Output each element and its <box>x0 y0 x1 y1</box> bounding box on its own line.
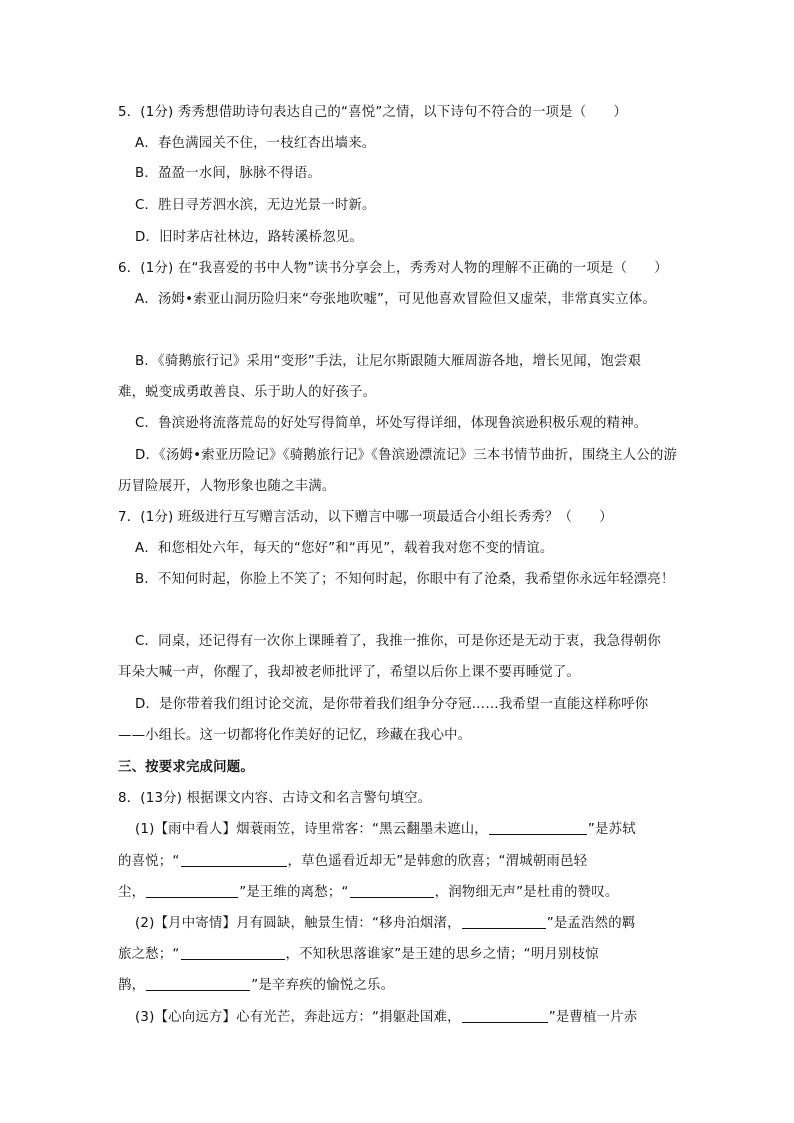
q8-part1-text-a: (1)【雨中看人】烟蓑雨笠，诗里常客：“黑云翻墨未遮山， <box>135 822 488 837</box>
q8-part1-text-g: ，润物细无声”是杜甫的赞叹。 <box>434 885 619 900</box>
q7-option-b: B．不知何时起，你脸上不笑了；不知何时起，你眼中有了沧桑，我希望你永远年轻漂亮！ <box>135 572 675 587</box>
q6-option-b-line1: B．《骑鹅旅行记》采用“变形”手法，让尼尔斯跟随大雁周游各地，增长见闻，饱尝艰 <box>135 354 642 369</box>
answer-blank[interactable] <box>350 883 434 898</box>
q8-part1-text-c: 的喜悦；“ <box>118 854 180 869</box>
q7-option-c-line2: 耳朵大喊一声，你醒了，我却被老师批评了，希望以后你上课不要再睡觉了。 <box>118 665 581 680</box>
answer-blank[interactable] <box>181 945 285 960</box>
q8-part2-line3 <box>118 976 394 996</box>
answer-blank[interactable] <box>146 883 238 898</box>
answer-blank[interactable] <box>462 1008 548 1023</box>
q8-stem: 8．(13分) 根据课文内容、古诗文和名言警句填空。 <box>118 791 432 806</box>
q8-part3-text-b: ”是曹植一片赤 <box>548 1010 638 1025</box>
q7-option-d-line2: ——小组长。这一切都将化作美好的记忆，珍藏在我心中。 <box>118 728 472 743</box>
q8-part1-line3 <box>118 883 618 903</box>
q6-option-a: A．汤姆•索亚山洞历险归来“夸张地吹嘘”，可见他喜欢冒险但又虚荣，非常真实立体。 <box>135 292 656 307</box>
q8-part1-text-f: ”是王维的离愁；“ <box>239 885 349 900</box>
q8-part2-text-a: (2)【月中寄情】月有圆缺，触景生情：“移舟泊烟渚， <box>135 916 461 931</box>
q8-part1-text-d: ，草色遥看近却无”是韩愈的欣喜；“渭城朝雨邑轻 <box>287 854 588 869</box>
q6-option-d-line2: 历冒险展开，人物形象也随之丰满。 <box>118 479 336 494</box>
q6-stem: 6．(1分) 在“我喜爱的书中人物”读书分享会上，秀秀对人物的理解不正确的一项是（ ） <box>118 261 668 276</box>
section-heading: 三、按要求完成问题。 <box>118 760 254 775</box>
q5-stem: 5．(1分) 秀秀想借助诗句表达自己的“喜悦”之情，以下诗句不符合的一项是（ ） <box>118 105 628 120</box>
q6-option-c: C．鲁滨逊将流落荒岛的好处写得简单，坏处写得详细，体现鲁滨逊积极乐观的精神。 <box>135 416 648 431</box>
q6-option-d-line1: D．《汤姆•索亚历险记》《骑鹅旅行记》《鲁滨逊漂流记》三本书情节曲折，围绕主人公的游 <box>135 448 678 463</box>
q8-part3-text-a: (3)【心向远方】心有光芒，奔赴远方：“捐躯赴国难， <box>135 1010 461 1025</box>
q5-option-c: C．胜日寻芳泗水滨，无边光景一时新。 <box>135 198 376 213</box>
q8-part1-line1 <box>135 820 636 840</box>
q8-part1-text-e: 尘， <box>118 885 146 900</box>
q5-option-d: D．旧时茅店社林边，路转溪桥忽见。 <box>135 230 363 245</box>
q8-part2-line1 <box>135 914 635 934</box>
q8-part2-text-b: ”是孟浩然的羁 <box>546 916 636 931</box>
q8-part2-line2 <box>118 945 599 965</box>
q7-stem: 7．(1分) 班级进行互写赠言活动，以下赠言中哪一项最适合小组长秀秀？（ ） <box>118 510 613 525</box>
q7-option-a: A．和您相处六年，每天的“您好”和“再见”，载着我对您不变的情谊。 <box>135 541 554 556</box>
q8-part2-text-f: ”是辛弃疾的愉悦之乐。 <box>251 978 395 993</box>
q8-part2-text-e: 鹊， <box>118 978 146 993</box>
q5-option-a: A．春色满园关不住，一枝红杏出墙来。 <box>135 136 376 151</box>
answer-blank[interactable] <box>462 914 546 929</box>
q8-part2-text-d: ，不知秋思落谁家”是王建的思乡之情；“明月别枝惊 <box>285 947 599 962</box>
answer-blank[interactable] <box>146 976 250 991</box>
q8-part2-text-c: 旅之愁；“ <box>118 947 180 962</box>
q8-part1-text-b: ”是苏轼 <box>587 822 636 837</box>
q5-option-b: B．盈盈一水间，脉脉不得语。 <box>135 166 322 181</box>
answer-blank[interactable] <box>181 852 287 867</box>
answer-blank[interactable] <box>489 820 587 835</box>
q6-option-b-line2: 难，蜕变成勇敢善良、乐于助人的好孩子。 <box>118 385 377 400</box>
q7-option-c-line1: C．同桌，还记得有一次你上课睡着了，我推一推你，可是你还是无动于衷，我急得朝你 <box>135 634 661 649</box>
q8-part1-line2 <box>118 852 587 872</box>
q8-part3-line1 <box>135 1008 637 1028</box>
q7-option-d-line1: D．是你带着我们组讨论交流，是你带着我们组争分夺冠……我希望一直能这样称呼你 <box>135 697 649 712</box>
